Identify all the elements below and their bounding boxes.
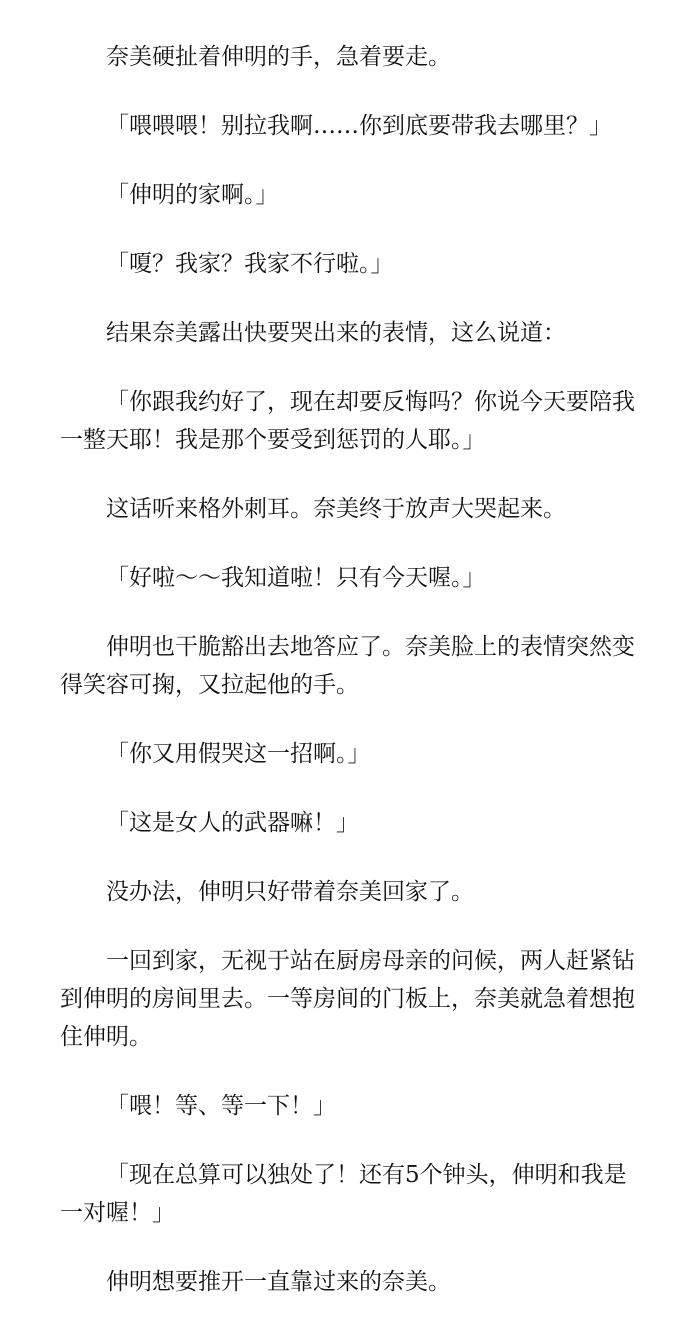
paragraph: 「伸明的家啊。」 (106, 182, 279, 208)
paragraph: 「现在总算可以独处了！还有5个钟头，伸明和我是一对喔！」 (60, 1162, 627, 1226)
paragraph: 结果奈美露出快要哭出来的表情，这么说道： (106, 320, 566, 346)
paragraph: 「你又用假哭这一招啊。」 (106, 741, 371, 767)
paragraph: 「嗄？我家？我家不行啦。」 (106, 251, 394, 277)
paragraph: 伸明也干脆豁出去地答应了。奈美脸上的表情突然变得笑容可掬，又拉起他的手。 (60, 634, 635, 698)
paragraph: 「喂喂喂！别拉我啊……你到底要带我去哪里？」 (106, 113, 612, 139)
paragraph: 「你跟我约好了，现在却要反悔吗？你说今天要陪我一整天耶！我是那个要受到惩罚的人耶。」 (60, 389, 635, 453)
paragraph: 「喂！等、等一下！」 (106, 1093, 336, 1119)
paragraph: 没办法，伸明只好带着奈美回家了。 (106, 879, 474, 905)
paragraph: 这话听来格外刺耳。奈美终于放声大哭起来。 (106, 496, 566, 522)
paragraph: 奈美硬扯着伸明的手，急着要走。 (106, 44, 451, 70)
paragraph: 「这是女人的武器嘛！」 (106, 810, 359, 836)
paragraph: 一回到家，无视于站在厨房母亲的问候，两人赶紧钻到伸明的房间里去。一等房间的门板上，奈美就急着想抱住伸明。 (60, 948, 635, 1050)
novel-page (60, 38, 640, 1332)
paragraph: 伸明想要推开一直靠过来的奈美。 (106, 1269, 451, 1295)
paragraph: 「好啦～～我知道啦！只有今天喔。」 (106, 565, 486, 591)
